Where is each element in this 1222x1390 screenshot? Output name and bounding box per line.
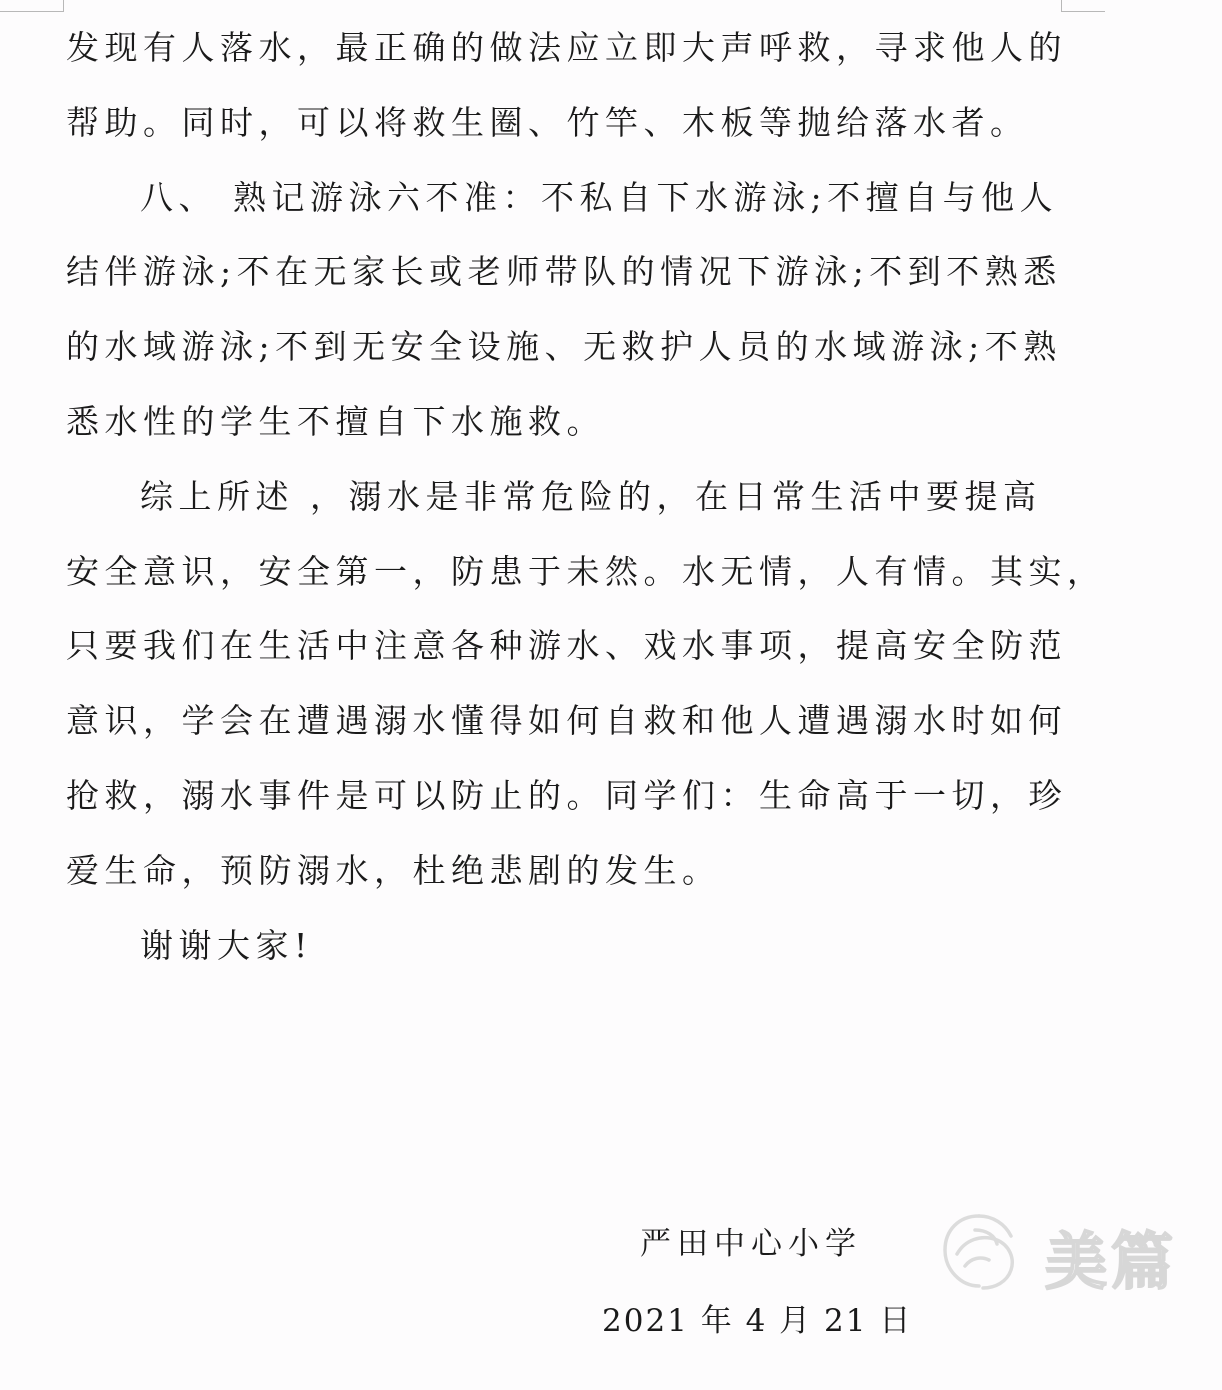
watermark xyxy=(935,1208,1205,1298)
crop-mark-top-left-horizontal xyxy=(0,11,64,12)
crop-mark-top-right-horizontal xyxy=(1061,11,1105,12)
text-line: 悉水性的学生不擅自下水施救。 xyxy=(66,401,605,441)
text-line: 安全意识，安全第一，防患于未然。水无情，人有情。其实， xyxy=(66,551,1106,591)
signature-date: 2021 年 4 月 21 日 xyxy=(602,1303,913,1339)
signature-school-name: 严田中心小学 xyxy=(640,1226,862,1262)
closing-line: 谢谢大家! xyxy=(140,925,313,965)
text-line: 意识，学会在遭遇溺水懂得如何自救和他人遭遇溺水时如何 xyxy=(66,701,1067,741)
text-line: 的水域游泳;不到无安全设施、无救护人员的水域游泳;不熟 xyxy=(66,327,1062,367)
watermark-text: 美篇 xyxy=(1045,1225,1178,1298)
document-body xyxy=(66,11,1106,983)
text-line: 结伴游泳;不在无家长或老师带队的情况下游泳;不到不熟悉 xyxy=(66,252,1062,292)
meipian-logo-icon xyxy=(935,1210,1023,1294)
text-line: 综上所述 ，溺水是非常危险的，在日常生活中要提高 xyxy=(140,476,1042,516)
text-line: 只要我们在生活中注意各种游水、戏水事项，提高安全防范 xyxy=(66,626,1067,666)
text-line: 抢救，溺水事件是可以防止的。同学们：生命高于一切，珍 xyxy=(66,775,1067,815)
text-line: 帮助。同时，可以将救生圈、竹竿、木板等抛给落水者。 xyxy=(66,102,1029,142)
text-line: 发现有人落水，最正确的做法应立即大声呼救，寻求他人的 xyxy=(66,28,1067,67)
text-line: 八、 熟记游泳六不准：不私自下水游泳;不擅自与他人 xyxy=(140,177,1059,217)
text-line: 爱生命，预防溺水，杜绝悲剧的发生。 xyxy=(66,850,721,890)
